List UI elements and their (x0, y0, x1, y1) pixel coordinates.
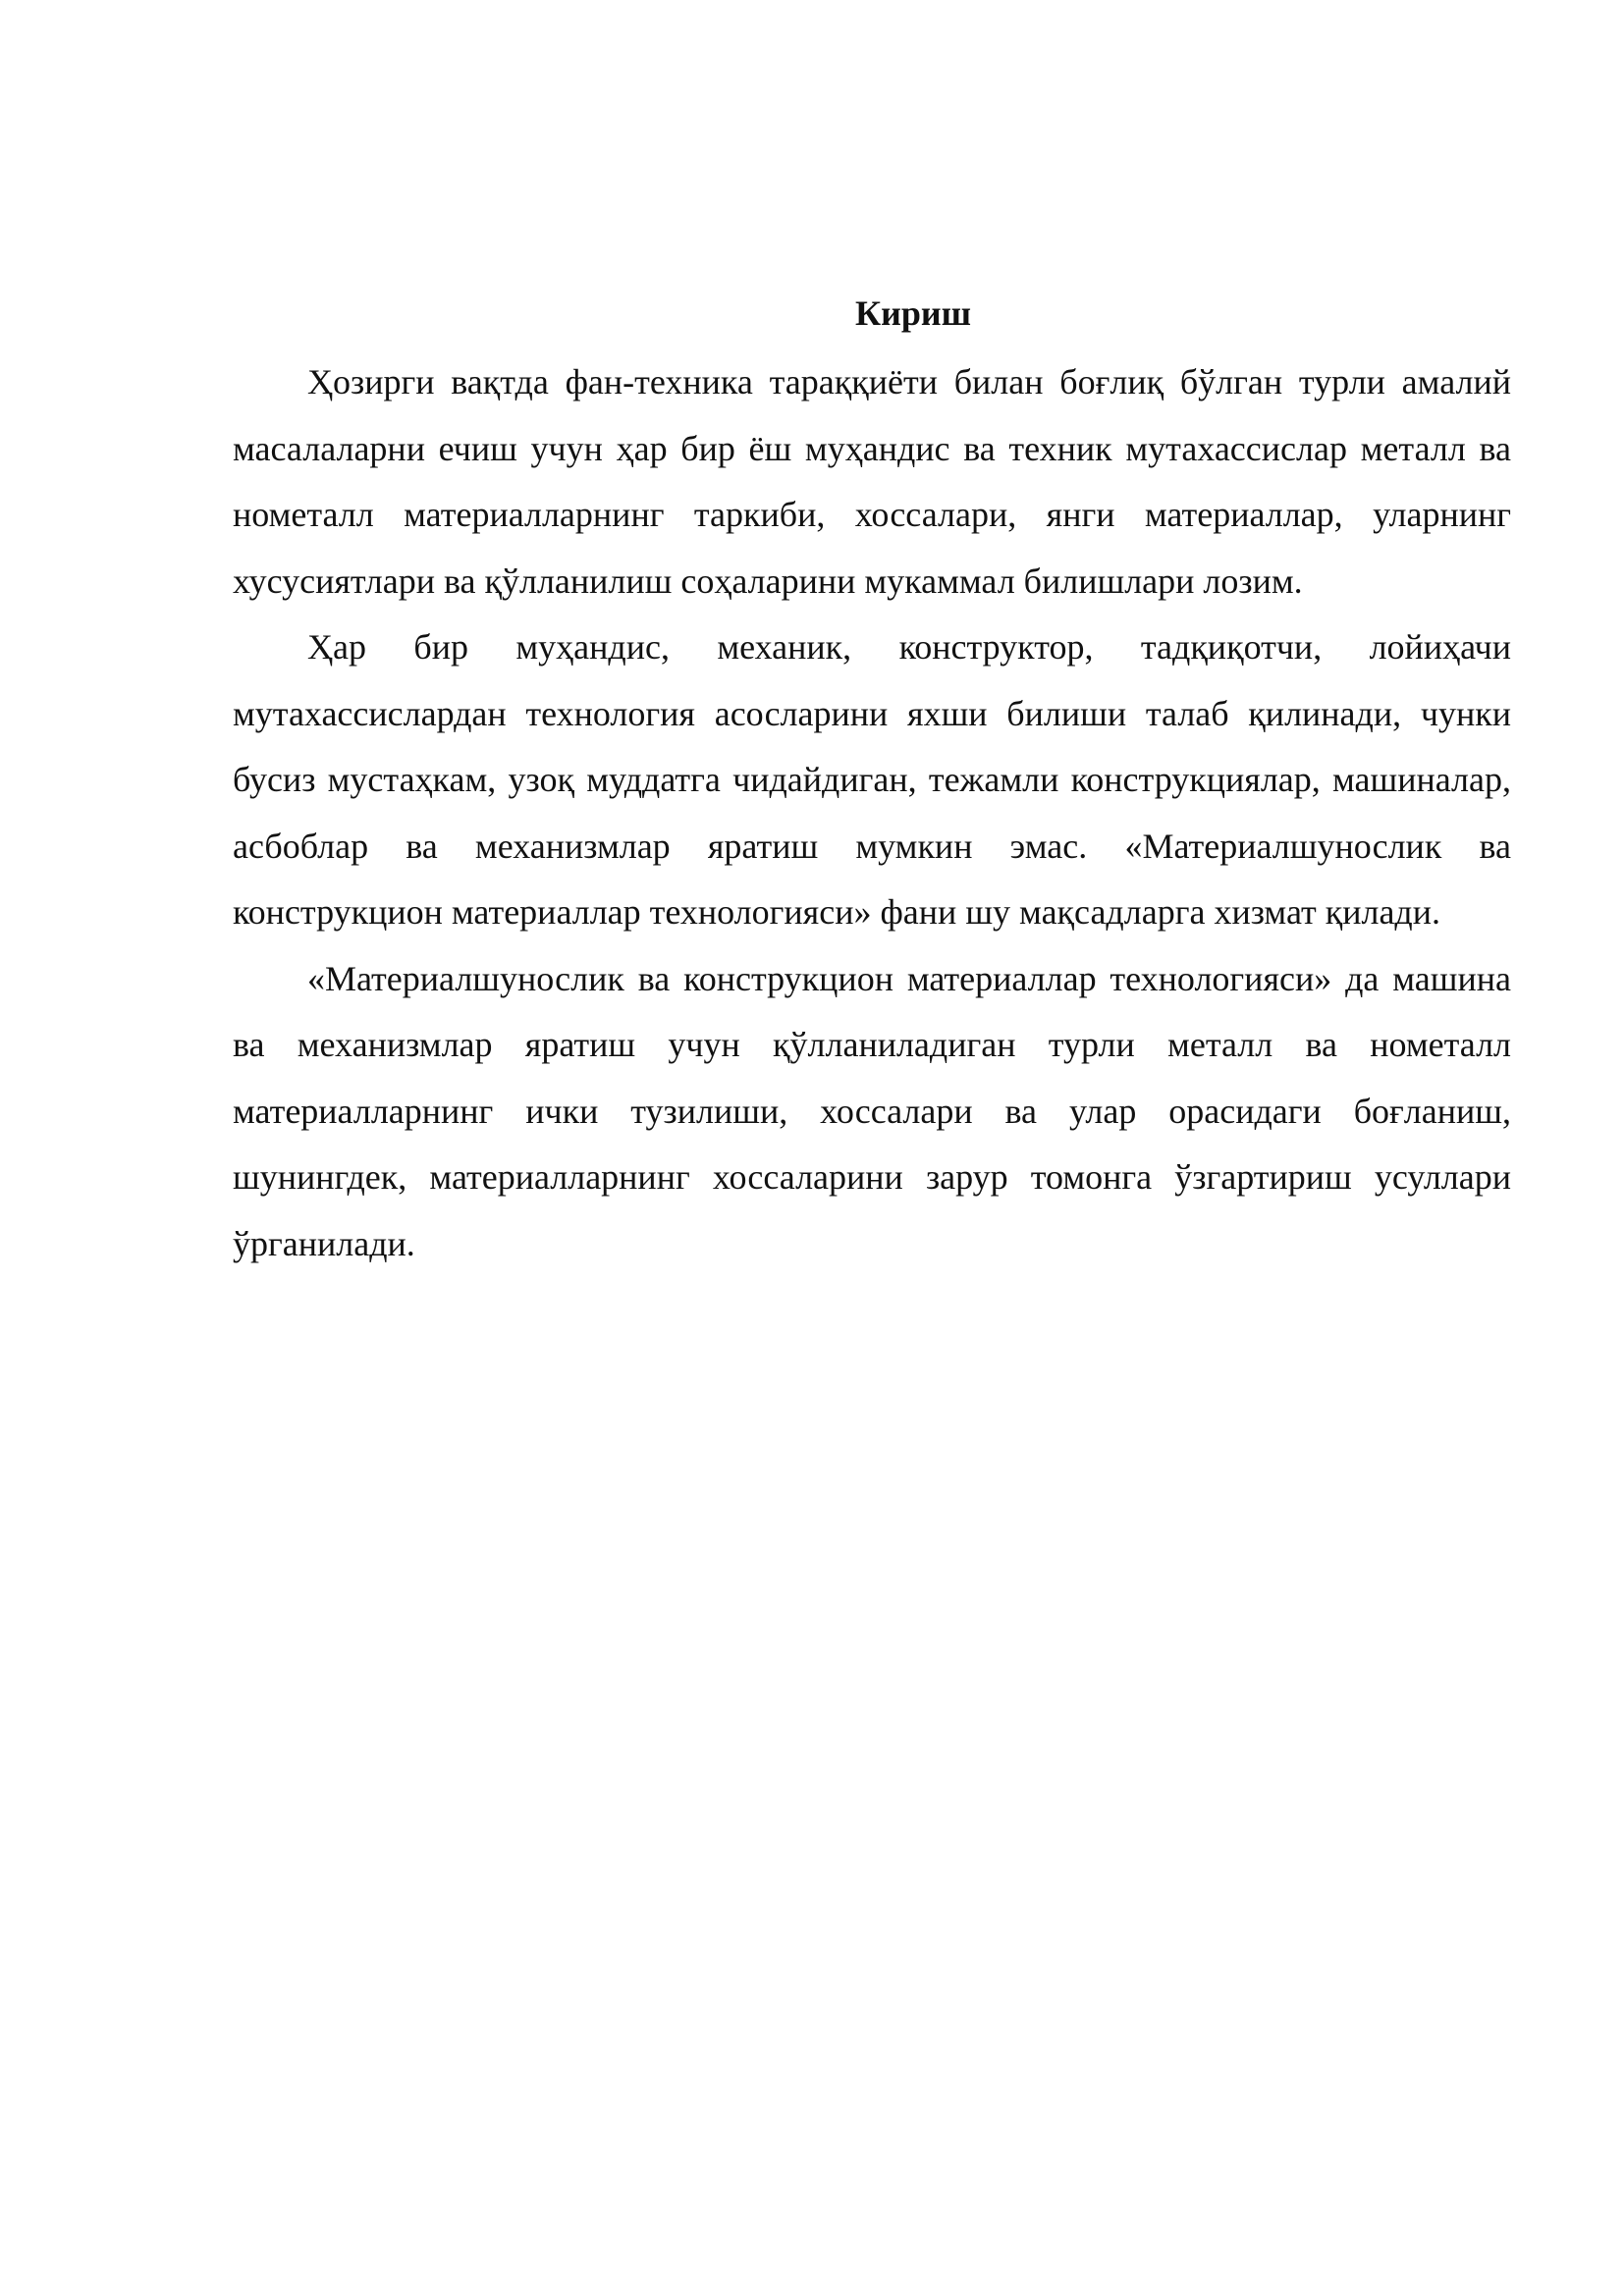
paragraph-1: Ҳозирги вақтда фан-техника тараққиёти билан боғлиқ бўлган турли амалий масалаларни ечиш учун ҳар бир ёш муҳандис ва техник мутахассислар металл ва нометалл материалларнинг таркиби, хоссалари, янги материаллар, уларнинг хусусиятлари ва қўлланилиш соҳаларини мукаммал билишлари лозим. (233, 362, 1511, 601)
document-body (233, 291, 1511, 1277)
section-title: Кириш (854, 294, 971, 333)
paragraph-3: «Материалшунослик ва конструкцион материаллар технологияси» да машина ва механизмлар яратиш учун қўлланиладиган турли металл ва нометалл материалларнинг ички тузилиши, хоссалари ва улар орасидаги боғланиш, шунингдек, материалларнинг хоссаларини зарур томонга ўзгартириш усуллари ўрганилади. (233, 958, 1511, 1263)
paragraph-2: Ҳар бир муҳандис, механик, конструктор, тадқиқотчи, лойиҳачи мутахассислардан технология асосларини яхши билиши талаб қилинади, чунки бусиз мустаҳкам, узоқ муддатга чидайдиган, тежамли конструкциялар, машиналар, асбоблар ва механизмлар яратиш мумкин эмас. «Материалшунослик ва конструкцион материаллар технологияси» фани шу мақсадларга хизмат қилади. (233, 627, 1511, 932)
